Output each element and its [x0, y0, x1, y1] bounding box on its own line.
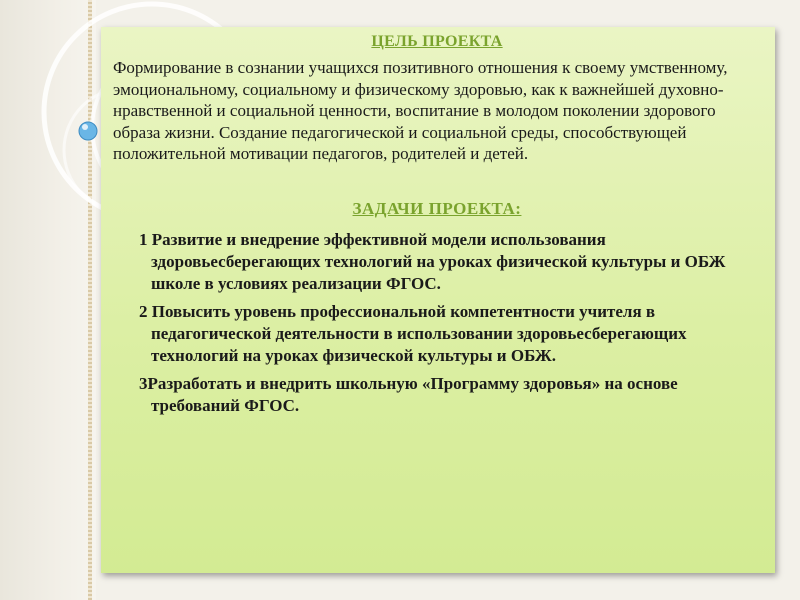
task-item-3: 3Разработать и внедрить школьную «Программу здоровья» на основе требований ФГОС.: [139, 373, 678, 415]
content-panel: [101, 27, 775, 573]
tasks-title: ЗАДАЧИ ПРОЕКТА:: [352, 198, 522, 218]
task-item-2: 2 Повысить уровень профессиональной компетентности учителя в педагогической деятельности в использовании здоровьесберегающих технологий на уроках физической культуры и ОБЖ.: [139, 301, 687, 365]
goal-title: ЦЕЛЬ ПРОЕКТА: [371, 33, 503, 50]
vertical-stripe: [88, 0, 92, 600]
goal-text: Формирование в сознании учащихся позитивного отношения к своему умственному, эмоциональному, социальному и физическому здоровью, как к важнейшей духовно-нравственной и социальной ценности, воспитание в молодом поколении здорового образа жизни. Создание педагогической и социальной среды, способствующей положительной мотивации педагогов, родителей и детей.: [113, 58, 728, 163]
task-item-1: 1 Развитие и внедрение эффективной модели использования здоровьесберегающих технологий на уроках физической культуры и ОБЖ школе в условиях реализации ФГОС.: [139, 229, 726, 293]
task-list: [113, 229, 761, 417]
left-decor-band: [0, 0, 96, 600]
